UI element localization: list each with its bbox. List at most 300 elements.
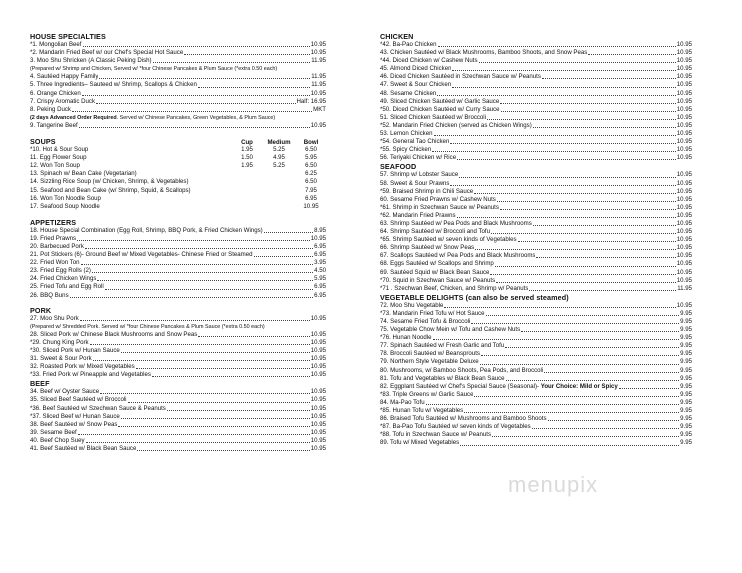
leader-dots	[471, 323, 679, 324]
leader-dots	[93, 360, 310, 361]
menu-item	[380, 431, 692, 439]
item-name: *37. Sliced Beef w/ Hunan Sauce	[30, 412, 120, 420]
item-name: 7. Crispy Aromatic Duck	[30, 97, 96, 105]
leader-dots	[432, 151, 676, 152]
menu-item	[380, 423, 692, 431]
leader-dots	[264, 232, 313, 233]
menu-item	[30, 429, 326, 437]
item-price: 10.95	[676, 97, 692, 105]
leader-dots	[92, 272, 313, 273]
leader-dots	[80, 320, 310, 321]
menu-item	[380, 171, 692, 179]
leader-dots	[444, 307, 675, 308]
item-name: 5. Three Ingredients– Sauteed w/ Shrimp, Scallops & Chicken	[30, 81, 197, 89]
item-name: *87. Ba-Pao Tofu Sautéed w/ seven kinds of Vegetables	[380, 423, 531, 431]
leader-dots	[100, 393, 310, 394]
menu-item	[380, 285, 692, 293]
leader-dots	[490, 274, 675, 275]
menu-item	[380, 73, 692, 81]
leader-dots	[506, 380, 680, 381]
item-name: 79. Northern Style Vegetable Deluxe	[380, 358, 479, 366]
menu-item	[380, 391, 692, 399]
leader-dots	[86, 442, 310, 443]
item-price: 10.95	[310, 428, 326, 436]
item-price: 9.95	[680, 342, 692, 350]
item-price: 10.95	[676, 203, 692, 211]
item-name: 81. Tofu and Vegetables w/ Black Bean Sauce	[380, 374, 505, 382]
item-price: 10.95	[676, 57, 692, 65]
menu-item	[30, 259, 326, 267]
item-price: 4.50	[314, 267, 326, 275]
item-price: 10.95	[676, 228, 692, 236]
leader-dots	[82, 95, 310, 96]
house-note-bold: (2 days Advanced Order Required	[30, 114, 117, 121]
menu-item	[30, 347, 326, 355]
item-name: 64. Shrimp Sautéed w/ Broccoli and Tofu	[380, 228, 490, 236]
menu-item	[380, 188, 692, 196]
menu-item	[380, 302, 692, 310]
item-name: *10. Hot & Sour Soup	[30, 146, 89, 154]
leader-dots	[437, 95, 676, 96]
menu-item-eggplant	[380, 383, 692, 391]
item-price: 10.95	[676, 260, 692, 268]
menu-item	[380, 342, 692, 350]
leader-dots	[450, 143, 675, 144]
menu-item	[380, 334, 692, 342]
item-price: 10.95	[310, 396, 326, 404]
soups-header	[30, 137, 326, 146]
item-price: 10.95	[303, 202, 319, 210]
menu-item	[380, 310, 692, 318]
soup-item	[30, 162, 326, 170]
item-name: 26. BBQ Buns	[30, 291, 69, 299]
right-column	[380, 32, 692, 448]
menu-item	[30, 90, 326, 98]
menu-item	[380, 358, 692, 366]
eggplant-name: 82. Eggplant Sautéed w/ Chef's Special Sauce (Seasonal)-	[380, 382, 541, 390]
item-name: 43. Chicken Sautéed w/ Black Mushrooms, Bamboo Shoots, and Snow Peas	[380, 49, 588, 57]
menu-item	[380, 252, 692, 260]
item-name: 17. Seafood Soup Noodle	[30, 202, 100, 210]
item-price: 9.95	[680, 382, 692, 390]
item-name: *42. Ba-Pao Chicken	[380, 41, 437, 48]
leader-dots	[96, 103, 295, 104]
item-name: *88. Tofu in Szechwan Sauce w/ Peanuts	[380, 431, 491, 439]
menu-item	[30, 49, 326, 57]
leader-dots	[480, 364, 680, 365]
price-cup: 1.95	[241, 146, 253, 154]
menu-item	[30, 396, 326, 404]
soups-title: SOUPS	[30, 137, 56, 147]
item-name: *52. Mandarin Fried Chicken (served as Chicken Wings)	[380, 121, 532, 129]
leader-dots	[90, 344, 310, 345]
leader-dots	[532, 428, 679, 429]
item-name: 58. Sweet & Sour Prawns	[380, 179, 450, 187]
leader-dots	[536, 257, 675, 258]
leader-dots	[542, 78, 676, 79]
item-name: 51. Sliced Chicken Sautéed w/ Broccoli	[380, 113, 487, 121]
leader-dots	[450, 185, 675, 186]
item-price: 3.95	[314, 259, 326, 267]
item-name: 3. Moo Shu Shricken (A Classic Peking Dish)	[30, 57, 152, 65]
item-name: *36. Beef Sautéed w/ Szechwan Sauce & Peanuts	[30, 404, 166, 412]
menu-item	[30, 275, 326, 283]
leader-dots	[254, 256, 314, 257]
leader-dots	[78, 434, 310, 435]
item-name: 12. Won Ton Soup	[30, 162, 80, 170]
menu-item	[30, 81, 326, 89]
price-bowl: 5.95	[305, 154, 317, 162]
house-specialties-title: HOUSE SPECIALTIES	[30, 32, 106, 41]
item-price: 10.95	[310, 49, 326, 57]
leader-dots	[464, 412, 679, 413]
seafood-items	[380, 171, 692, 292]
menu-item	[380, 260, 692, 268]
house-note-moo-shu: (Prepared w/ Shrimp and Chicken, Served w/ *four Chinese Pancakes & Plum Sauce (*extra 0.50 each)	[30, 66, 278, 73]
item-price: 9.95	[680, 334, 692, 342]
item-name: *85. Hunan Tofu w/ Vegetables	[380, 407, 464, 415]
leader-dots	[198, 336, 309, 337]
leader-dots	[495, 266, 676, 267]
leader-dots	[433, 339, 680, 340]
item-price: 10.95	[676, 105, 692, 113]
leader-dots	[153, 62, 311, 63]
item-price: 7.95	[305, 186, 317, 194]
price-cup: 1.95	[241, 162, 253, 170]
seafood-title: SEAFOOD	[380, 162, 417, 172]
leader-dots	[486, 315, 680, 316]
item-name: 27. Moo Shu Pork	[30, 314, 79, 322]
leader-dots	[167, 410, 310, 411]
leader-dots	[70, 297, 314, 298]
menu-item	[30, 292, 326, 300]
house-items-3	[30, 122, 326, 130]
menu-item	[380, 98, 692, 106]
house-note-rest: . Served w/ Chinese Pancakes, Green Vegetables, & Plum Sauce)	[116, 114, 276, 121]
price-medium: 5.25	[273, 162, 285, 170]
leader-dots	[500, 103, 676, 104]
leader-dots	[497, 201, 676, 202]
item-price: 10.95	[310, 420, 326, 428]
menu-item	[30, 235, 326, 243]
item-price: 10.95	[676, 41, 692, 48]
item-name: 14. Sizzling Rice Soup (w/ Chicken, Shrimp, & Vegetables)	[30, 178, 189, 186]
item-price: 9.95	[680, 350, 692, 358]
item-name: 77. Spinach Sautéed w/ Fresh Garlic and Tofu	[380, 342, 505, 350]
item-price: 10.95	[310, 347, 326, 354]
vegetable-items	[380, 302, 692, 383]
item-name: 63. Shrimp Sautéed w/ Pea Pods and Black Mushrooms	[380, 219, 532, 227]
item-name: 9. Tangerine Beef	[30, 121, 78, 129]
item-price: 10.95	[676, 65, 692, 73]
menu-item	[380, 204, 692, 212]
leader-dots	[548, 420, 680, 421]
item-price: 10.95	[310, 412, 326, 420]
item-name: *30. Sliced Pork w/ Hunan Sauce	[30, 347, 120, 354]
item-name: 13. Spinach w/ Bean Cake (Vegetarian)	[30, 170, 137, 178]
leader-dots	[77, 240, 310, 241]
leader-dots	[434, 135, 676, 136]
leader-dots	[79, 127, 310, 128]
item-name: *2. Mandarin Fried Beef w/ our Chef's Special Hot Sauce	[30, 49, 184, 57]
menu-item	[380, 57, 692, 65]
item-name: *83. Triple Greens w/ Garlic Sauce	[380, 390, 474, 398]
price-medium: 4.95	[273, 154, 285, 162]
item-name: 25. Fried Tofu and Egg Roll	[30, 283, 104, 291]
menu-item	[380, 90, 692, 98]
leader-dots	[452, 87, 676, 88]
menu-item	[380, 114, 692, 122]
price-medium: 5.25	[273, 146, 285, 154]
menu-item	[380, 399, 692, 407]
item-name: 72. Moo Shu Vegetable	[380, 301, 444, 309]
soup-item	[30, 146, 326, 154]
leader-dots	[438, 46, 676, 47]
menu-item	[30, 251, 326, 259]
menu-item	[380, 154, 692, 162]
item-name: 28. Sliced Pork w/ Chinese Black Mushrooms and Snow Peas	[30, 330, 198, 338]
soups-three-size-rows	[30, 146, 326, 170]
watermark: menupix	[508, 472, 599, 497]
leader-dots	[533, 225, 676, 226]
item-name: 24. Fried Chicken Wings	[30, 275, 97, 283]
item-price: 9.95	[680, 415, 692, 423]
left-column	[30, 32, 326, 453]
item-name: 38. Beef Sautéed w/ Snow Peas	[30, 420, 118, 428]
item-name: 32. Roasted Pork w/ Mixed Vegetables	[30, 363, 135, 371]
menu-item	[380, 318, 692, 326]
item-price: 9.95	[680, 366, 692, 374]
menu-item	[380, 122, 692, 130]
leader-dots	[121, 352, 310, 353]
item-price: 11.95	[311, 57, 326, 65]
item-name: *61. Shrimp in Szechwan Sauce w/ Peanuts	[380, 203, 499, 211]
leader-dots	[474, 396, 679, 397]
menu-item	[380, 375, 692, 383]
item-name: *55. Spicy Chicken	[380, 146, 432, 154]
item-price: 6.95	[314, 242, 326, 250]
item-price: 11.95	[677, 284, 692, 292]
pork-title: PORK	[30, 305, 52, 315]
item-price: 6.95	[314, 283, 326, 291]
item-name: *50. Diced Chicken Sautéed w/ Curry Sauce	[380, 105, 500, 113]
price-bowl: 6.50	[305, 146, 317, 154]
item-name: 23. Fried Egg Rolls (2)	[30, 267, 91, 275]
price-bowl: 6.50	[305, 162, 317, 170]
leader-dots	[83, 46, 310, 47]
item-price: 9.95	[680, 431, 692, 439]
menu-item	[30, 227, 326, 235]
item-price: Half: 16.95	[296, 97, 326, 105]
item-name: 20. Barbecued Pork	[30, 242, 84, 250]
item-price: 10.95	[676, 236, 692, 244]
leader-dots	[619, 388, 679, 389]
menu-item	[30, 339, 326, 347]
item-price: 9.95	[680, 374, 692, 382]
menu-item	[30, 315, 326, 323]
leader-dots	[533, 127, 676, 128]
item-price: 6.95	[314, 291, 326, 299]
menu-item	[380, 81, 692, 89]
leader-dots	[136, 368, 310, 369]
leader-dots	[105, 289, 313, 290]
soups-single-rows	[30, 170, 326, 210]
item-name: 57. Shrimp w/ Lobster Sauce	[380, 171, 459, 179]
item-name: 60. Sesame Fried Prawns w/ Cashew Nuts	[380, 195, 496, 203]
menu-item	[380, 277, 692, 285]
menu-item	[380, 236, 692, 244]
leader-dots	[184, 54, 310, 55]
leader-dots	[505, 347, 679, 348]
item-name: 78. Broccoli Sautéed w/ Beansprouts	[380, 350, 480, 358]
item-price: 10.95	[676, 154, 692, 162]
soups-col-cup: Cup	[241, 139, 253, 147]
item-name: 84. Ma-Pao Tofu	[380, 398, 425, 406]
soup-item	[30, 178, 326, 186]
menu-item	[380, 326, 692, 334]
item-price: 11.95	[311, 73, 326, 81]
menu-item	[30, 106, 326, 114]
leader-dots	[97, 280, 313, 281]
leader-dots	[457, 159, 676, 160]
menu-item	[380, 415, 692, 423]
leader-dots	[491, 233, 676, 234]
menu-item	[380, 130, 692, 138]
item-name: 41. Beef Sautéed w/ Black Bean Sauce	[30, 445, 137, 453]
item-price: 6.95	[305, 194, 317, 202]
leader-dots	[128, 402, 310, 403]
leader-dots	[460, 445, 679, 446]
item-name: *76. Hunan Noodle	[380, 334, 432, 342]
menu-item	[380, 180, 692, 188]
item-name: 22. Fried Won Ton	[30, 259, 80, 267]
item-price: 10.95	[310, 41, 326, 48]
leader-dots	[81, 264, 314, 265]
beef-title: BEEF	[30, 379, 50, 389]
menu-item	[380, 65, 692, 73]
item-price: 10.95	[310, 314, 326, 322]
item-price: 10.95	[676, 130, 692, 138]
item-price: 10.95	[676, 146, 692, 154]
menu-item	[30, 445, 326, 453]
leader-dots	[459, 177, 676, 178]
item-price: 10.95	[676, 301, 692, 309]
menu-item	[380, 439, 692, 447]
menu-item	[30, 267, 326, 275]
item-price: 6.95	[314, 251, 326, 259]
item-name: 18. House Special Combination (Egg Roll, Shrimp, BBQ Pork, & Fried Chicken Wings)	[30, 226, 263, 234]
vegetable-delights-title: VEGETABLE DELIGHTS (can also be served steamed)	[380, 292, 569, 302]
item-name: 68. Eggs Sautéed w/ Scallops and Shrimp	[380, 260, 494, 268]
item-price: 10.95	[676, 268, 692, 276]
eggplant-choice: Your Choice: Mild or Spicy	[540, 382, 618, 390]
item-price: 6.25	[305, 170, 317, 178]
item-name: 80. Mushrooms, w/ Bamboo Shoots, Pea Pods, and Broccoli	[380, 366, 544, 374]
item-price: 9.95	[680, 439, 692, 447]
menu-item	[30, 331, 326, 339]
item-name: *73. Mandarin Fried Tofu w/ Hot Sauce	[380, 309, 485, 317]
menu-item	[380, 220, 692, 228]
item-price: 10.95	[310, 121, 326, 129]
house-items	[30, 41, 326, 65]
item-price: 10.95	[676, 138, 692, 146]
leader-dots	[452, 70, 675, 71]
menu-item	[380, 269, 692, 277]
item-name: 46. Diced Chicken Sautéed in Szechwan Sauce w/ Peanuts	[380, 73, 541, 81]
item-name	[380, 383, 618, 391]
item-price: 10.95	[676, 187, 692, 195]
leader-dots	[198, 87, 310, 88]
item-name: 74. Sesame Fried Tofu & Broccoli	[380, 318, 471, 325]
item-name: 67. Scallops Sautéed w/ Pea Pods and Black Mushrooms	[380, 252, 536, 260]
item-name: *65. Shrimp Sautéed w/ seven kinds of Vegetables	[380, 236, 517, 244]
leader-dots	[118, 426, 309, 427]
menu-item	[380, 244, 692, 252]
pork-items-2	[30, 331, 326, 380]
price-cup: 1.50	[241, 154, 253, 162]
item-name: 4. Sautéed Happy Family	[30, 73, 99, 81]
soup-item	[30, 187, 326, 195]
menu-item	[380, 407, 692, 415]
item-price: 10.95	[676, 211, 692, 219]
leader-dots	[474, 193, 676, 194]
item-name: 31. Sweet & Sour Pork	[30, 355, 92, 363]
leader-dots	[529, 290, 676, 291]
menu-item	[30, 283, 326, 291]
item-name: 6. Orange Chicken	[30, 89, 81, 97]
menu-item	[30, 413, 326, 421]
soup-item	[30, 170, 326, 178]
chicken-items	[380, 41, 692, 162]
item-price: 10.95	[676, 73, 692, 81]
menu-item	[30, 57, 326, 65]
leader-dots	[501, 111, 676, 112]
item-price: 10.95	[310, 338, 326, 346]
menu-item	[30, 355, 326, 363]
item-price: 10.95	[676, 121, 692, 129]
item-name: *71 . Szechwan Beef, Chicken, and Shrimp w/ Peanuts	[380, 284, 529, 292]
item-name: 47. Sweet & Sour Chicken	[380, 81, 452, 89]
menu-item	[30, 98, 326, 106]
item-price: 11.95	[311, 81, 326, 89]
item-price: 9.95	[680, 407, 692, 415]
item-name: 34. Beef w/ Oyster Sauce	[30, 388, 100, 396]
leader-dots	[137, 450, 309, 451]
leader-dots	[457, 217, 676, 218]
item-name: 45. Almond Diced Chicken	[380, 65, 452, 73]
menu-item	[380, 49, 692, 57]
menu-item	[30, 73, 326, 81]
vegetable-items-2	[380, 391, 692, 448]
soup-item	[30, 154, 326, 162]
item-price: 10.95	[676, 89, 692, 97]
item-name: *33. Fried Pork w/ Pineapple and Vegetables	[30, 371, 151, 379]
item-price: 10.95	[310, 445, 326, 453]
item-price: 9.95	[680, 326, 692, 334]
item-name: 35. Sliced Beef Sautéed w/ Broccoli	[30, 396, 127, 404]
beef-items	[30, 388, 326, 453]
item-name: 15. Seafood and Bean Cake (w/ Shrimp, Squid, & Scallops)	[30, 186, 191, 194]
item-name: 49. Sliced Chicken Sautéed w/ Garlic Sauce	[380, 97, 500, 105]
item-price: 10.95	[310, 363, 326, 371]
item-price: 10.95	[310, 371, 326, 379]
item-name: 56. Teriyaki Chicken w/ Rice	[380, 154, 457, 162]
leader-dots	[500, 209, 676, 210]
soup-item	[30, 203, 326, 211]
pork-items	[30, 315, 326, 323]
item-price: 10.95	[676, 171, 692, 179]
item-name: 75. Vegetable Chow Mein w/ Tofu and Cashew Nuts	[380, 326, 521, 334]
